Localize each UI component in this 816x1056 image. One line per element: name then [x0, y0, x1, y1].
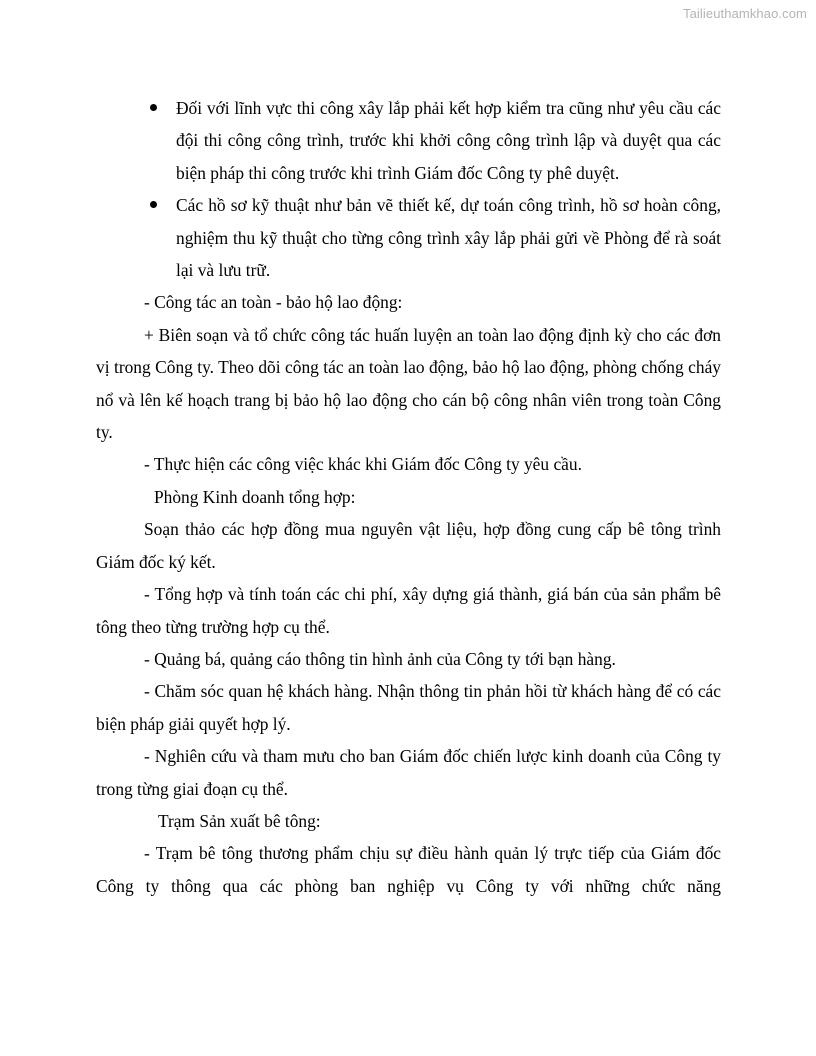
business-paragraph-3: - Quảng bá, quảng cáo thông tin hình ảnh của Công ty tới bạn hàng.: [144, 648, 616, 669]
safety-heading: - Công tác an toàn - bảo hộ lao động:: [144, 292, 403, 313]
business-heading: Phòng Kinh doanh tổng hợp:: [154, 486, 356, 507]
bullet-text-documents: Các hồ sơ kỹ thuật như bản vẽ thiết kế, dự toán công trình, hồ sơ hoàn công, nghiệm thu kỹ thuật cho từng công trình xây lắp phải gửi về Phòng để rà soát lại và lưu trữ.: [176, 195, 721, 281]
safety-paragraph-2: - Thực hiện các công việc khác khi Giám đốc Công ty yêu cầu.: [144, 454, 582, 475]
business-paragraph-1: Soạn thảo các hợp đồng mua nguyên vật liệu, hợp đồng cung cấp bê tông trình Giám đốc ký kết.: [96, 519, 721, 572]
document-page: [96, 92, 721, 902]
safety-paragraph-1: + Biên soạn và tổ chức công tác huấn luyện an toàn lao động định kỳ cho các đơn vị trong Công ty. Theo dõi công tác an toàn lao động, bảo hộ lao động, phòng chống cháy nổ và lên kế hoạch trang bị bảo hộ lao động cho cán bộ công nhân viên trong toàn Công ty.: [96, 324, 721, 443]
plant-heading: Trạm Sản xuất bê tông:: [158, 810, 321, 831]
business-paragraph-5: - Nghiên cứu và tham mưu cho ban Giám đốc chiến lược kinh doanh của Công ty trong từng giai đoạn cụ thể.: [96, 746, 721, 799]
bullet-icon: [150, 104, 157, 111]
bullet-text-construction: Đối với lĩnh vực thi công xây lắp phải kết hợp kiểm tra cũng như yêu cầu các đội thi công công trình, trước khi khởi công công trình lập và duyệt qua các biện pháp thi công trước khi trình Giám đốc Công ty phê duyệt.: [176, 98, 721, 183]
bullet-icon: [150, 201, 157, 208]
business-paragraph-4: - Chăm sóc quan hệ khách hàng. Nhận thông tin phản hồi từ khách hàng để có các biện pháp giải quyết hợp lý.: [96, 681, 721, 734]
business-paragraph-2: - Tổng hợp và tính toán các chi phí, xây dựng giá thành, giá bán của sản phẩm bê tông theo từng trường hợp cụ thể.: [96, 584, 721, 637]
list-item: [176, 189, 721, 286]
bullet-list: [176, 92, 721, 286]
list-item: [176, 92, 721, 189]
plant-paragraph-1: - Trạm bê tông thương phẩm chịu sự điều hành quản lý trực tiếp của Giám đốc Công ty thông qua các phòng ban nghiệp vụ Công ty với những chức năng: [96, 843, 721, 896]
watermark-text: Tailieuthamkhao.com: [682, 6, 807, 21]
